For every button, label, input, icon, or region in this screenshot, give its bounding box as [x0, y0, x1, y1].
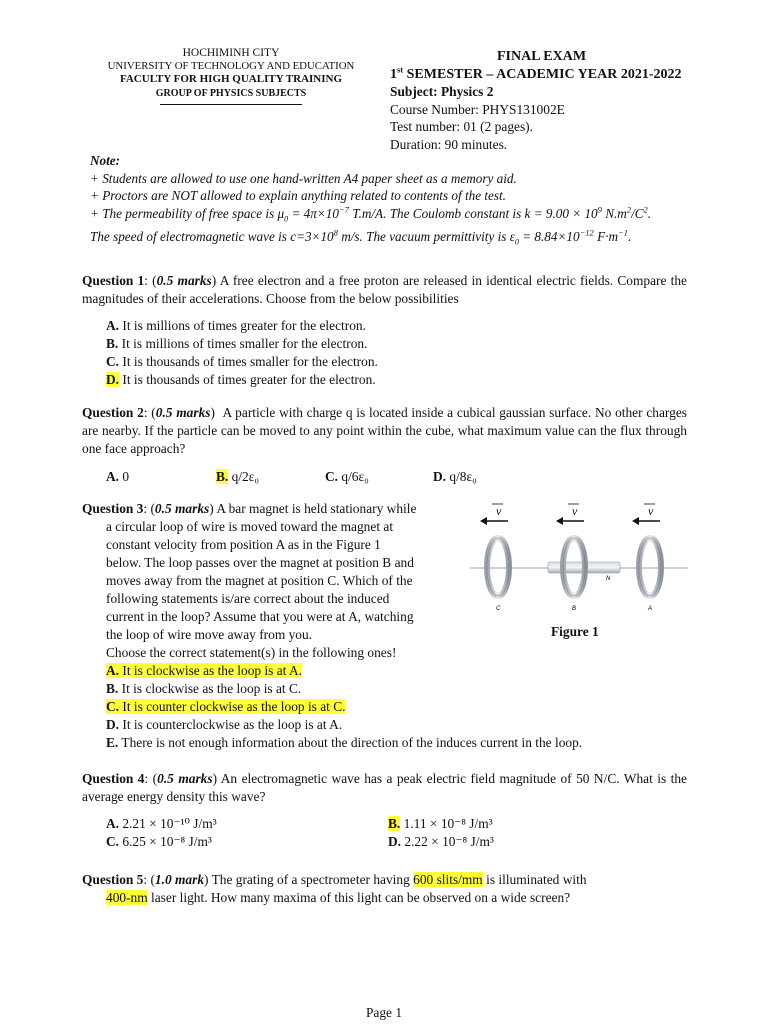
svg-text:v: v — [648, 504, 654, 518]
question-4-marks: 0.5 marks — [157, 771, 213, 786]
duration: Duration: 90 minutes. — [390, 136, 508, 152]
exam-title: FINAL EXAM — [497, 49, 587, 64]
option-2c[interactable]: C. q/6ε₀ — [325, 469, 369, 484]
note-line-1: + Students are allowed to use one hand-written A4 paper sheet as a memory aid. — [90, 170, 517, 186]
question-5-label: Question 5 — [82, 872, 144, 887]
option-4c[interactable]: C. 6.25 × 10⁻⁸ J/m³ — [106, 834, 212, 849]
faculty: FACULTY FOR HIGH QUALITY TRAINING — [119, 73, 343, 86]
question-4-text: An electromagnetic wave has a peak electric field magnitude of 50 N/C. What is the average energy density this wave? — [82, 771, 687, 804]
group: GROUP OF PHYSICS SUBJECTS — [155, 87, 307, 99]
question-2-label: Question 2 — [82, 405, 144, 420]
semester: 1st SEMESTER – ACADEMIC YEAR 2021-2022 — [390, 63, 682, 82]
svg-text:v: v — [496, 504, 502, 518]
question-3: Question 3: (0.5 marks) A bar magnet is held stationary while a circular loop of wire is moved toward the magnet at constant velocity from position A as in the Figure 1 below. The loop passes over the magnet at position B and moves away from the magnet at position C. Which of the following statements is/are correct about the induced current in the loop? Assume that you were at A, watching the loop of wire move away from you. Choose the correct statement(s) in the following ones! — [82, 501, 417, 660]
position-c-label: C — [496, 606, 501, 612]
question-1-text: A free electron and a free proton are released in identical electric fields. Compare the magnitudes of their accelerations. Choose from the below possibilities — [82, 273, 687, 306]
note-line-4: The speed of electromagnetic wave is $c=3\times 10^8$ m/s. The vacuum permittivity is $\varepsilon_0 = 8.84\times 10^{-12}$ $F\cdot m^{-1}$. — [90, 227, 632, 247]
option-3b[interactable]: B. It is clockwise as the loop is at C. — [106, 681, 302, 696]
question-1: Question 1: (0.5 marks) A free electron and a free proton are released in identical electric fields. Compare the magnitudes of their accelerations. Choose from the below possibilities — [82, 273, 687, 306]
option-3a[interactable]: A. It is clockwise as the loop is at A. — [106, 663, 303, 678]
option-3e[interactable]: E. There is not enough information about the direction of the induces current in the loop. — [106, 735, 583, 750]
option-2a[interactable]: A. 0 — [106, 469, 130, 484]
option-4b[interactable]: B. 1.11 × 10⁻⁸ J/m³ — [388, 816, 493, 831]
question-2-text: A particle with charge q is located inside a cubical gaussian surface. No other charges are nearby. If the particle can be moved to any point within the cube, what maximum value can the flux through one face approach? — [82, 405, 688, 456]
note-line-3: + The permeability of free space is $\mu_0 = 4\pi\times 10^{-7}$ T.m/A. The Coulomb constant is $k = 9.00 \times 10^9$ $N.m^2/C^2$. — [90, 204, 652, 224]
velocity-arrow-1 — [480, 504, 508, 525]
question-1-options — [106, 317, 378, 389]
question-5-marks: 1.0 mark — [154, 872, 205, 887]
question-2: Question 2: (0.5 marks) A particle with charge q is located inside a cubical gaussian surface. No other charges are nearby. If the particle can be moved to any point within the cube, what maximum value can the flux through one face approach? — [82, 405, 688, 456]
option-2b[interactable]: B. q/2ε₀ — [216, 469, 260, 484]
question-1-marks: 0.5 marks — [156, 273, 212, 288]
institution-header — [98, 47, 364, 105]
option-1b[interactable]: B. It is millions of times smaller for the electron. — [106, 336, 368, 351]
highlight-slits: 600 slits/mm — [413, 872, 483, 887]
exam-header — [390, 48, 681, 153]
svg-text:v: v — [572, 504, 578, 518]
university: UNIVERSITY OF TECHNOLOGY AND EDUCATION — [107, 60, 355, 73]
option-4d[interactable]: D. 2.22 × 10⁻⁸ J/m³ — [388, 834, 494, 849]
city: HOCHIMINH CITY — [182, 47, 280, 59]
option-3d[interactable]: D. It is counterclockwise as the loop is at A. — [106, 717, 343, 732]
question-4: Question 4: (0.5 marks) An electromagnetic wave has a peak electric field magnitude of 50 N/C. What is the average energy density this wave? — [82, 771, 687, 804]
figure-1-magnet-loop — [470, 500, 688, 618]
option-1a[interactable]: A. It is millions of times greater for the electron. — [106, 318, 366, 333]
figure-caption: Figure 1 — [551, 624, 599, 639]
question-4-options — [106, 815, 526, 851]
question-3-label: Question 3 — [82, 501, 144, 516]
question-5: Question 5: (1.0 mark) The grating of a spectrometer having 600 slits/mm is illuminated with 400-nm laser light. How many maxima of this light can be observed on a wide screen? — [82, 872, 587, 905]
page-number: Page 1 — [365, 1005, 403, 1020]
question-4-label: Question 4 — [82, 771, 145, 786]
question-3-options — [106, 662, 582, 752]
highlight-wavelength: 400-nm — [106, 890, 148, 905]
option-1c[interactable]: C. It is thousands of times smaller for the electron. — [106, 354, 378, 369]
question-2-options — [106, 468, 526, 486]
note-line-2: + Proctors are NOT allowed to explain anything related to contents of the test. — [90, 188, 506, 203]
magnet-s-label: S — [562, 576, 567, 582]
option-1d[interactable]: D. It is thousands of times greater for the electron. — [106, 372, 376, 387]
velocity-arrow-3 — [632, 504, 660, 525]
option-2d[interactable]: D. q/8ε₀ — [433, 469, 477, 484]
question-3-marks: 0.5 marks — [154, 501, 210, 516]
option-3c[interactable]: C. It is counter clockwise as the loop is at C. — [106, 699, 346, 714]
test-number: Test number: 01 (2 pages). — [390, 119, 533, 134]
position-a-label: A — [648, 606, 653, 612]
velocity-arrow-2 — [556, 504, 584, 525]
position-b-label: B — [572, 606, 577, 612]
header-divider — [160, 104, 302, 105]
option-4a[interactable]: A. 2.21 × 10⁻¹⁰ J/m³ — [106, 816, 217, 831]
note-block — [90, 152, 710, 251]
course-number: Course Number: PHYS131002E — [390, 101, 565, 117]
magnet-n-label: N — [606, 576, 611, 582]
note-title: Note: — [90, 153, 121, 168]
question-1-label: Question 1 — [82, 273, 145, 288]
subject: Subject: Physics 2 — [390, 84, 494, 99]
question-2-marks: 0.5 marks — [155, 405, 211, 420]
